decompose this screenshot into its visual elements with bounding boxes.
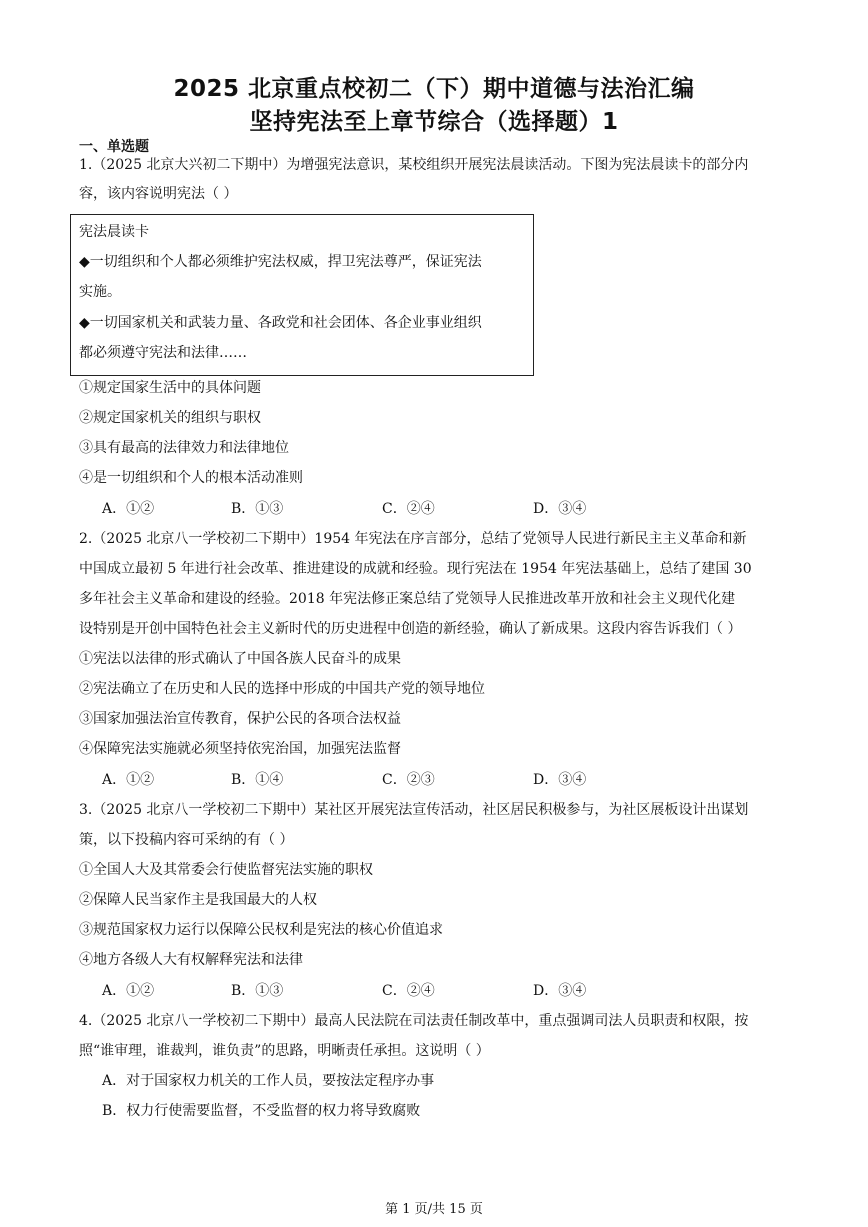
reading-card-heading: 宪法晨读卡 [79, 224, 149, 240]
q1-choice-a[interactable]: A．①② [102, 501, 155, 517]
q2-item-3: ③国家加强法治宣传教育，保护公民的各项合法权益 [79, 711, 401, 727]
q3-item-2: ②保障人民当家作主是我国最大的人权 [79, 892, 317, 908]
q1-item-3: ③具有最高的法律效力和法律地位 [79, 440, 289, 456]
q2-stem-line4: 设特别是开创中国特色社会主义新时代的历史进程中创造的新经验，确认了新成果。这段内容告诉我们（ ） [79, 621, 742, 637]
q2-item-2: ②宪法确立了在历史和人民的选择中形成的中国共产党的领导地位 [79, 681, 485, 697]
q1-stem-line2: 容，该内容说明宪法（ ） [79, 186, 238, 202]
q3-choice-d[interactable]: D．③④ [533, 983, 587, 999]
q3-choice-c[interactable]: C．②④ [382, 983, 435, 999]
q1-item-2: ②规定国家机关的组织与职权 [79, 410, 261, 426]
q1-choice-b[interactable]: B．①③ [231, 501, 284, 517]
reading-card-line2: 实施。 [79, 284, 121, 300]
q3-stem-line1: 3.（2025 北京八一学校初二下期中）某社区开展宪法宣传活动，社区居民积极参与，为社区展板设计出谋划 [79, 802, 749, 818]
q4-option-b[interactable]: B．权力行使需要监督，不受监督的权力将导致腐败 [102, 1103, 421, 1119]
page-number: 第 1 页/共 15 页 [385, 1202, 483, 1217]
q4-stem-line1: 4.（2025 北京八一学校初二下期中）最高人民法院在司法责任制改革中，重点强调司法人员职责和权限，按 [79, 1013, 749, 1029]
q2-item-4: ④保障宪法实施就必须坚持依宪治国，加强宪法监督 [79, 741, 401, 757]
q1-stem-line1: 1.（2025 北京大兴初二下期中）为增强宪法意识，某校组织开展宪法晨读活动。下图为宪法晨读卡的部分内 [79, 157, 749, 173]
q4-stem-line2: 照“谁审理，谁裁判，谁负责”的思路，明晰责任承担。这说明（ ） [79, 1043, 490, 1059]
q2-choice-b[interactable]: B．①④ [231, 772, 284, 788]
q1-item-4: ④是一切组织和个人的根本活动准则 [79, 470, 303, 486]
q3-item-1: ①全国人大及其常委会行使监督宪法实施的职权 [79, 862, 373, 878]
section-heading: 一、单选题 [79, 139, 149, 155]
q4-option-a[interactable]: A．对于国家权力机关的工作人员，要按法定程序办事 [102, 1073, 435, 1089]
q3-choice-b[interactable]: B．①③ [231, 983, 284, 999]
q2-stem-line1: 2.（2025 北京八一学校初二下期中）1954 年宪法在序言部分，总结了党领导人民进行新民主主义革命和新 [79, 531, 747, 547]
q1-choice-d[interactable]: D．③④ [533, 501, 587, 517]
q3-stem-line2: 策，以下投稿内容可采纳的有（ ） [79, 832, 294, 848]
reading-card-line1: ◆一切组织和个人都必须维护宪法权威，捍卫宪法尊严，保证宪法 [79, 254, 482, 270]
reading-card-line4: 都必须遵守宪法和法律…… [79, 345, 247, 361]
reading-card-line3: ◆一切国家机关和武装力量、各政党和社会团体、各企业事业组织 [79, 315, 482, 331]
q1-item-1: ①规定国家生活中的具体问题 [79, 380, 261, 396]
q2-stem-line3: 多年社会主义革命和建设的经验。2018 年宪法修正案总结了党领导人民推进改革开放和社会主义现代化建 [79, 591, 736, 607]
q2-choice-c[interactable]: C．②③ [382, 772, 435, 788]
q3-item-3: ③规范国家权力运行以保障公民权利是宪法的核心价值追求 [79, 922, 443, 938]
q3-choice-a[interactable]: A．①② [102, 983, 155, 999]
q2-stem-line2: 中国成立最初 5 年进行社会改革、推进建设的成就和经验。现行宪法在 1954 年宪法基础上，总结了建国 30 [79, 561, 752, 577]
q1-choice-c[interactable]: C．②④ [382, 501, 435, 517]
q2-choice-a[interactable]: A．①② [102, 772, 155, 788]
q3-item-4: ④地方各级人大有权解释宪法和法律 [79, 952, 303, 968]
document-title-line1: 2025 北京重点校初二（下）期中道德与法治汇编 [173, 76, 695, 102]
document-title-line2: 坚持宪法至上章节综合（选择题）1 [249, 109, 619, 135]
q2-item-1: ①宪法以法律的形式确认了中国各族人民奋斗的成果 [79, 651, 401, 667]
q2-choice-d[interactable]: D．③④ [533, 772, 587, 788]
